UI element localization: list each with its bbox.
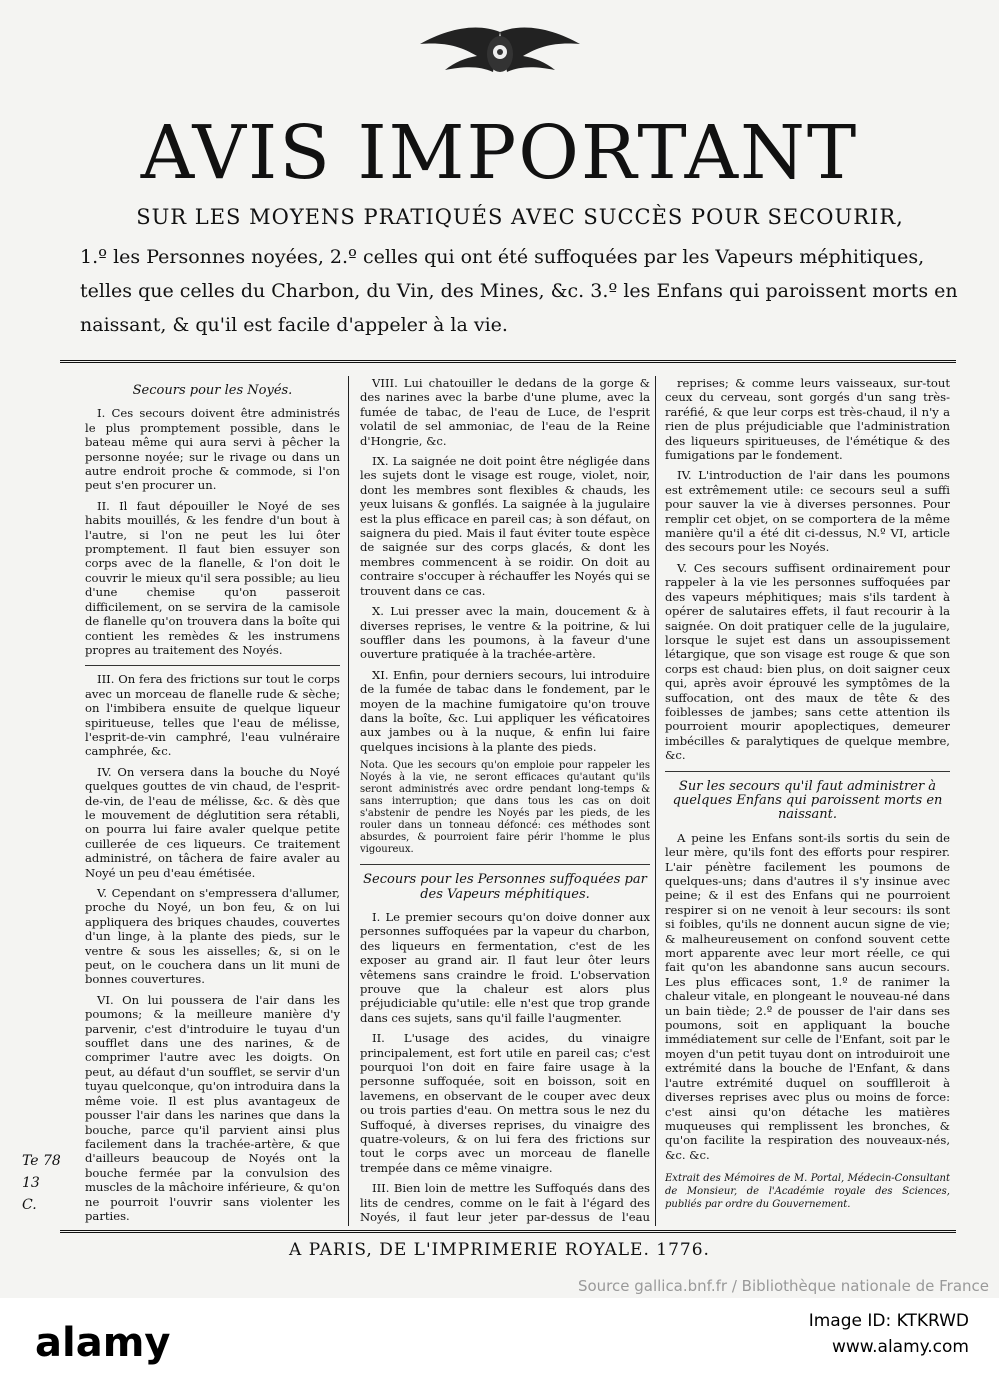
paragraph: A peine les Enfans sont-ils sortis du sein de leur mère, qu'ils font des efforts pour respirer. L'air pénètre facilement les poumons de quelques-uns; dans d'autres il s'y insinue avec peine; & il est des Enfans qui ne pourroient respirer si on ne venoit à leur secours: ils sont si foibles, qu'ils ne donnent aucun signe de vie; & malheureusement on confond souvent cette mort apparente avec leur mort réelle, ce qui fait qu'on les abandonne sans aucun secours. Les plus efficaces sont, 1.º de ranimer la chaleur vitale, en plongeant le nouveau-né dans un bain tiède; 2.º de pousser de l'air dans ses poumons, soit en appliquant la bouche immédiatement sur celle de l'Enfant, soit par le moyen d'un petit tuyau dont on introduiroit une extrémité dans la bouche de l'Enfant, & dans l'autre extrémité duquel on soufflleroit à diverses reprises avec plus ou moins de force: c'est ainsi qu'on détache les matières muqueuses qui remplissent les bronches, & qu'on facilite la respiration des nouveaux-nés, &c. &c. [665, 830, 950, 1162]
image-id: Image ID: KTKRWD [808, 1311, 969, 1331]
paragraph: IX. La saignée ne doit point être négligée dans les sujets dont le visage est rouge, violet, noir, dont les membres sont flexibles & chauds, les yeux luisans & gonflés. La saignée à la jugulaire est la plus efficace en pareil cas; à son défaut, on saignera du pied. Mais il faut éviter toute espèce de saignée sur des corps glacés, & dont les membres commencent à se roidir. On doit au contraire s'occuper à réchauffer les Noyés qui se trouvent dans ce cas. [360, 454, 650, 598]
column-3 [665, 376, 950, 1226]
credit-line: Extrait des Mémoires de M. Portal, Médecin-Consultant de Monsieur, de l'Académie royale des Sciences, publiés par ordre du Gouvernement. [665, 1173, 950, 1211]
paragraph: II. Il faut dépouiller le Noyé de ses habits mouillés, & les fendre d'un bout à l'autre, si l'on ne peut les lui ôter promptement. Il faut bien essuyer son corps avec de la flanelle, & l'on doit le couvrir le mieux qu'il sera possible; au lieu d'une chemise qu'on passeroit difficilement, on se servira de la camisole de flanelle qu'on trouvera dans la boîte qui contient les remèdes & les instrumens propres au traitement des Noyés. [85, 498, 340, 657]
paragraph: V. Cependant on s'empressera d'allumer, proche du Noyé, un bon feu, & on lui appliquera des briques chaudes, couvertes d'un linge, à la plante des pieds, sur le ventre & sous les aisselles; &, si on le peut, on le couchera dans un lit muni de bonnes couvertures. [85, 886, 340, 987]
top-rule [60, 360, 956, 363]
paragraph: III. Bien loin de mettre les Suffoqués dans des lits de cendres, comme on le fait à l'égard des Noyés, il faut leur jeter par-dessus de l'eau [360, 1181, 650, 1225]
intro-text: 1.º les Personnes noyées, 2.º celles qui ont été suffoquées par les Vapeurs méphitiques, telles que celles du Charbon, du Vin, des Mines, &c. 3.º les Enfans qui paroissent morts en naissant, & qu'il est facile d'appeler à la vie. [80, 246, 958, 336]
imprint-line: A PARIS, DE L'IMPRIMERIE ROYALE. 1776. [289, 1240, 710, 1260]
paragraph: X. Lui presser avec la main, doucement & à diverses reprises, le ventre & la poitrine, & lui souffler dans les poumons, à la faveur d'une ouverture pratiquée à la trachée-artère. [360, 604, 650, 662]
page-title: AVIS IMPORTANT [140, 110, 859, 196]
shelfmark-line: 13 [22, 1175, 40, 1191]
source-credit: Source gallica.bnf.fr / Bibliothèque nationale de France [577, 1277, 989, 1295]
section-heading-noyes: Secours pour les Noyés. [132, 383, 293, 398]
eagle-emblem-icon [415, 22, 585, 82]
watermark-bar [0, 1298, 999, 1390]
watermark-url: www.alamy.com [831, 1337, 969, 1357]
divider [665, 771, 950, 772]
paragraph: reprises; & comme leurs vaisseaux, sur-tout ceux du cerveau, sont gorgés d'un sang très-raréfié, & que leur corps est très-chaud, il n'y a rien de plus préjudiciable que l'administration des liqueurs spiritueuses, de l'émétique & des fumigations par le fondement. [665, 376, 950, 463]
shelfmark-line: Te 78 [22, 1153, 61, 1169]
column-divider [348, 376, 349, 1226]
column-1 [85, 376, 340, 1226]
shelfmark-line: C. [22, 1197, 37, 1213]
paragraph: III. On fera des frictions sur tout le corps avec un morceau de flanelle rude & sèche; on l'imbibera ensuite de quelque liqueur spiritueuse, telles que l'eau de mélisse, l'esprit-de-vin camphré, l'eau vulnéraire camphrée, &c. [85, 672, 340, 759]
paragraph: I. Ces secours doivent être administrés le plus promptement possible, dans le bateau même qui aura servi à pêcher la personne noyée; sur le rivage ou dans un autre endroit proche & commode, si l'on peut s'en procurer un. [85, 406, 340, 493]
section-heading-enfans: Sur les secours qu'il faut administrer à quelques Enfans qui paroissent morts en naissant. [672, 778, 943, 823]
column-divider [655, 376, 656, 1226]
paragraph: IV. On versera dans la bouche du Noyé quelques gouttes de vin chaud, de l'esprit-de-vin, de l'eau de mélisse, &c. & dès que le mouvement de déglutition sera rétabli, on pourra lui faire avaler quelque petite cuillerée de ces liqueurs. Ce traitement administré, on tâchera de faire avaler au Noyé un peu d'eau émétisée. [85, 764, 340, 880]
margin-shelfmark [22, 1150, 61, 1216]
bottom-rule [60, 1230, 956, 1233]
paragraph: XI. Enfin, pour derniers secours, lui introduire de la fumée de tabac dans le fondement, par le moyen de la machine fumigatoire qu'on trouve dans la boîte, &c. Lui appliquer les véficatoires aux jambes ou à la nuque, & enfin lui faire quelques incisions à la plante des pieds. [360, 667, 650, 754]
divider [85, 665, 340, 666]
divider [360, 864, 650, 865]
paragraph: I. Le premier secours qu'on doive donner aux personnes suffoquées par la vapeur du charbon, des liqueurs en fermentation, c'est de les exposer au grand air. Il faut leur ôter leurs vêtemens sans craindre le froid. L'observation prouve que la chaleur est alors plus préjudiciable qu'utile: elle n'est que trop grande dans ces sujets, sans qu'il faille l'augmenter. [360, 909, 650, 1025]
alamy-logo: alamy [35, 1320, 171, 1366]
paragraph: VIII. Lui chatouiller le dedans de la gorge & des narines avec la barbe d'une plume, avec la fumée de tabac, de l'eau de Luce, de l'esprit volatil de sel ammoniac, de l'eau de la Reine d'Hongrie, &c. [360, 376, 650, 448]
watermark-id [809, 1308, 969, 1360]
paragraph: V. Ces secours suffisent ordinairement pour rappeler à la vie les personnes suffoquées par des vapeurs méphitiques; mais s'ils tardent à opérer de salutaires effets, il faut recourir à la saignée. On doit pratiquer celle de la jugulaire, lorsque le sujet est dans un assoupissement létargique, que son visage est rouge & que son corps est chaud: bien plus, on doit saigner ceux qui, après avoir éprouvé les symptômes de la suffocation, ont des maux de tête & des foiblesses de jambes; sans cette attention ils pourroient mourir apoplectiques, demeurer imbécilles & paralytiques de quelque membre, &c. [665, 560, 950, 763]
section-heading-suffoques: Secours pour les Personnes suffoquées par des Vapeurs méphitiques. [363, 872, 647, 902]
paragraph: II. L'usage des acides, du vinaigre principalement, est fort utile en pareil cas; c'est pourquoi l'on doit en faire faire usage à la personne suffoquée, soit en boisson, soit en lavemens, en observant de le couper avec deux ou trois parties d'eau. On mettra sous le nez du Suffoqué, à diverses reprises, du vinaigre des quatre-voleurs, & on lui fera des frictions sur tout le corps avec un morceau de flanelle trempée dans ce même vinaigre. [360, 1031, 650, 1175]
paragraph: IV. L'introduction de l'air dans les poumons est extrêmement utile: ce secours seul a suffi pour sauver la vie à diverses personnes. Pour remplir cet objet, on se comportera de la même manière qu'il a été dit ci-dessus, N.º VI, article des secours pour les Noyés. [665, 468, 950, 555]
page-subtitle: SUR LES MOYENS PRATIQUÉS AVEC SUCCÈS POUR SECOURIR, [136, 205, 904, 229]
paragraph: VI. On lui poussera de l'air dans les poumons; & la meilleure manière d'y parvenir, c'est d'introduire le tuyau d'un soufflet dans une des narines, & de comprimer l'autre avec les doigts. On peut, au défaut d'un soufflet, se servir d'un tuyau quelconque, qu'on introduira dans la même voie. Il est plus avantageux de pousser l'air dans les narines que dans la bouche, parce qu'il parvient ainsi plus facilement dans la trachée-artère, & que d'ailleurs beaucoup de Noyés ont la bouche fermée par la convulsion des muscles de la mâchoire inférieure, & qu'on ne pourroit l'ouvrir sans violenter les parties. [85, 992, 340, 1223]
column-2 [360, 376, 650, 1226]
nota-note: Nota. Que les secours qu'on emploie pour rappeler les Noyés à la vie, ne seront efficaces qu'autant qu'ils seront administrés avec ordre pendant long-temps & sans interruption; que dans tous les cas on doit s'abstenir de pendre les Noyés par les pieds, de les rouler dans un tonneau défoncé: ces méthodes sont absurdes, & pourroient faire périr l'homme le plus vigoureux. [360, 760, 650, 856]
